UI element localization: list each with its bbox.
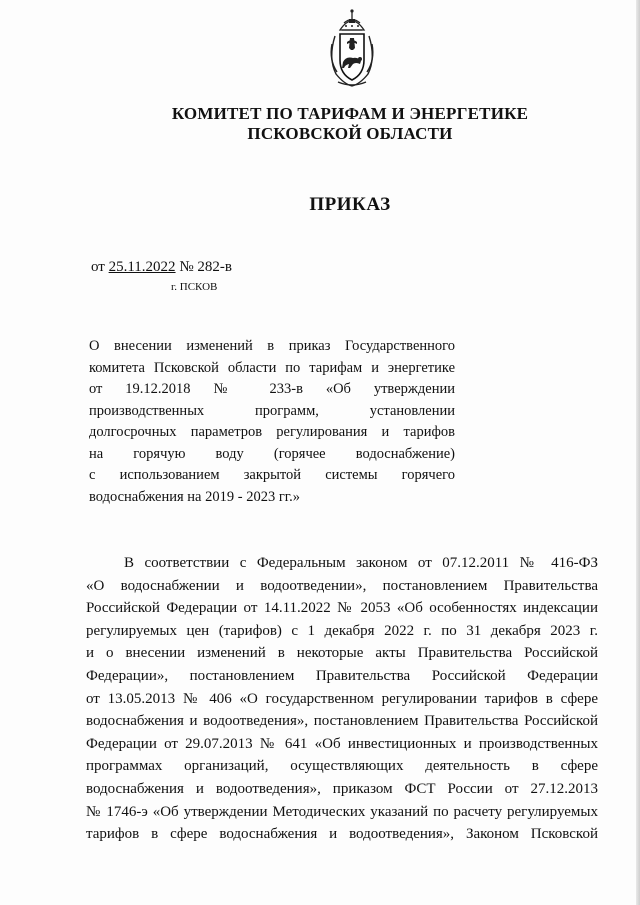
body-line: «О водоснабжении и водоотведении», постановлением Правительства: [86, 577, 598, 594]
body-line: водоснабжения и водоотведения», постановлением Правительства Российской: [86, 713, 598, 730]
subject-line: долгосрочных параметров регулирования и тарифов: [89, 424, 455, 440]
order-number: № 282-в: [175, 259, 232, 275]
subject-line: О внесении изменений в приказ Государственного: [89, 338, 455, 354]
committee-name-line2: ПСКОВСКОЙ ОБЛАСТИ: [247, 124, 453, 143]
body-line: В соответствии с Федеральным законом от 07.12.2011 № 416-ФЗ: [124, 555, 598, 571]
order-date: 25.11.2022: [108, 259, 176, 275]
subject-line: производственных программ, установлении: [89, 402, 455, 419]
body-line: программах организаций, осуществляющих деятельность в сфере: [86, 758, 598, 775]
body-line: тарифов в сфере водоснабжения и водоотведения», Законом Псковской: [86, 826, 598, 843]
subject-line: с использованием закрытой системы горячего: [89, 467, 455, 483]
order-city: г. ПСКОВ: [171, 281, 218, 293]
subject-line: на горячую воду (горячее водоснабжение): [89, 445, 455, 462]
order-date-number: [91, 259, 232, 276]
body-line: № 1746-э «Об утверждении Методических указаний по расчету регулируемых: [86, 803, 598, 820]
body-line: водоснабжения и водоотведения», приказом ФСТ России от 27.12.2013: [86, 780, 598, 797]
body-line: Российской Федерации от 14.11.2022 № 2053 «Об особенностях индексации: [86, 600, 598, 617]
body-line: Федерации от 29.07.2013 № 641 «Об инвестиционных и производственных: [86, 735, 598, 752]
committee-name-line1: КОМИТЕТ ПО ТАРИФАМ И ЭНЕРГЕТИКЕ: [171, 104, 529, 123]
pskov-coat-of-arms-emblem: [326, 8, 378, 88]
body-line: Федерации», постановлением Правительства Российской Федерации: [86, 667, 598, 684]
body-line: и о внесении изменений в некоторые акты Правительства Российской: [86, 645, 598, 662]
subject-line: водоснабжения на 2019 - 2023 гг.»: [89, 488, 300, 505]
order-date-prefix: от: [91, 259, 109, 275]
subject-line: от 19.12.2018 № 233-в «Об утверждении: [89, 381, 455, 397]
order-subject: [89, 336, 455, 508]
document-title: ПРИКАЗ: [309, 194, 391, 215]
subject-line: комитета Псковской области по тарифам и энергетике: [89, 359, 455, 376]
body-line: регулируемых цен (тарифов) с 1 декабря 2022 г. по 31 декабря 2023 г.: [86, 622, 598, 639]
order-body-paragraph: [86, 552, 598, 846]
body-line: от 13.05.2013 № 406 «О государственном регулировании тарифов в сфере: [86, 690, 598, 707]
